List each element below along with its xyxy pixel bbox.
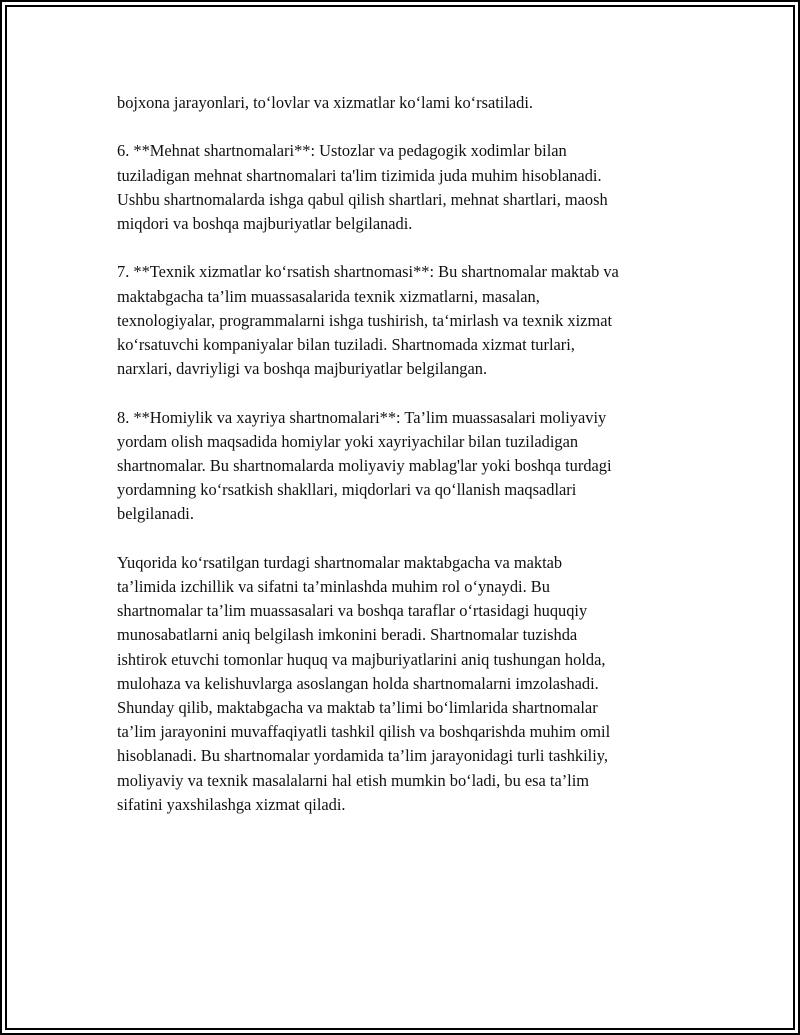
text-line: 7. **Texnik xizmatlar ko‘rsatish shartnomasi**: Bu shartnomalar maktab va	[117, 262, 619, 282]
text-line: ko‘rsatuvchi kompaniyalar bilan tuziladi. Shartnomada xizmat turlari,	[117, 335, 575, 354]
paragraph-item-8	[117, 406, 697, 527]
text-line: shartnomalar. Bu shartnomalarda moliyaviy mablag'lar yoki boshqa turdagi	[117, 456, 612, 475]
text-line: Ushbu shartnomalarda ishga qabul qilish shartlari, mehnat shartlari, maosh	[117, 189, 608, 209]
text-line: maktabgacha ta’lim muassasalarida texnik xizmatlarni, masalan,	[117, 286, 540, 306]
text-line: tuziladigan mehnat shartnomalari ta'lim tizimida juda muhim hisoblanadi.	[117, 165, 602, 185]
paragraph-item-6	[117, 139, 697, 236]
text-line: miqdori va boshqa majburiyatlar belgilanadi.	[117, 214, 413, 233]
text-line: Shunday qilib, maktabgacha va maktab ta’limi bo‘limlarida shartnomalar	[117, 698, 598, 718]
text-line: ishtirok etuvchi tomonlar huquq va majburiyatlarini aniq tushungan holda,	[117, 649, 606, 669]
text-line: narxlari, davriyligi va boshqa majburiyatlar belgilangan.	[117, 359, 488, 379]
paragraph-conclusion	[117, 551, 697, 817]
text-line: ta’limida izchillik va sifatni ta’minlashda muhim rol o‘ynaydi. Bu	[117, 577, 550, 596]
text-line: sifatini yaxshilashga xizmat qiladi.	[117, 794, 346, 814]
text-line: yordam olish maqsadida homiylar yoki xayriyachilar bilan tuziladigan	[117, 431, 579, 451]
text-line: 6. **Mehnat shartnomalari**: Ustozlar va pedagogik xodimlar bilan	[117, 141, 567, 161]
text-line: Yuqorida ko‘rsatilgan turdagi shartnomalar maktabgacha va maktab	[117, 552, 563, 572]
text-line: yordamning ko‘rsatkish shakllari, miqdorlari va qo‘llanish maqsadlari	[117, 480, 577, 500]
text-line: hisoblanadi. Bu shartnomalar yordamida ta’lim jarayonidagi turli tashkiliy,	[117, 746, 608, 766]
text-line: mulohaza va kelishuvlarga asoslangan holda shartnomalarni imzolashadi.	[117, 673, 599, 693]
text-line: munosabatlarni aniq belgilash imkonini beradi. Shartnomalar tuzishda	[117, 625, 578, 645]
text-line: moliyaviy va texnik masalalarni hal etish mumkin bo‘ladi, bu esa ta’lim	[117, 770, 590, 790]
text-line: 8. **Homiylik va xayriya shartnomalari**: Ta’lim muassasalari moliyaviy	[117, 407, 607, 427]
paragraph-intro-continuation	[117, 91, 697, 115]
text-line: texnologiyalar, programmalarni ishga tushirish, ta‘mirlash va texnik xizmat	[117, 310, 613, 330]
text-line: belgilanadi.	[117, 504, 194, 524]
text-line: shartnomalar ta’lim muassasalari va boshqa taraflar o‘rtasidagi huquqiy	[117, 601, 588, 621]
text-line: bojxona jarayonlari, to‘lovlar va xizmatlar ko‘lami ko‘rsatiladi.	[117, 93, 534, 112]
document-body	[117, 91, 697, 841]
paragraph-item-7	[117, 260, 697, 381]
text-line: ta’lim jarayonini muvaffaqiyatli tashkil qilish va boshqarishda muhim omil	[117, 722, 611, 742]
